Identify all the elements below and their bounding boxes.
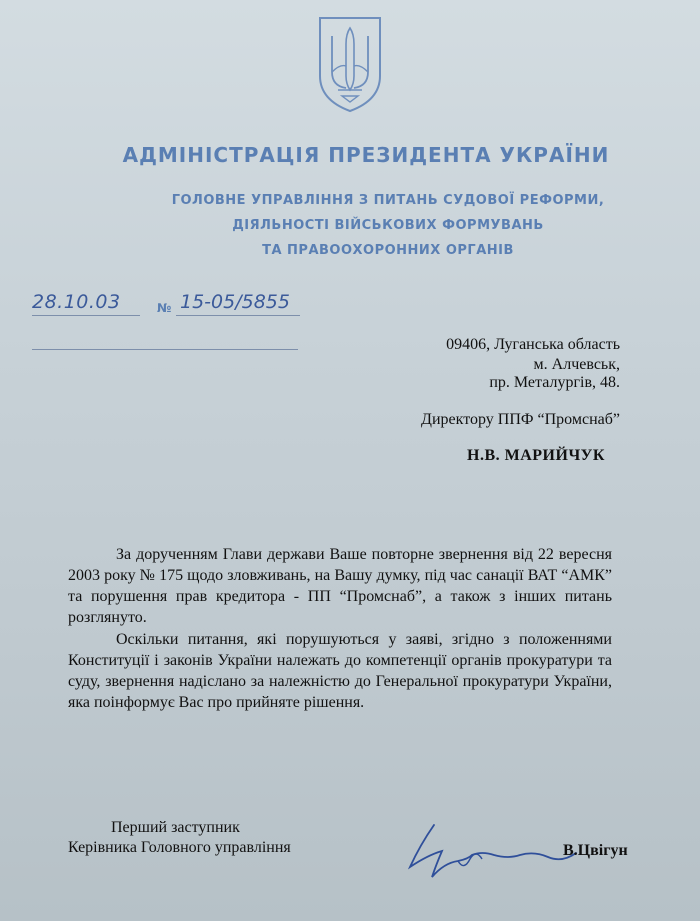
signatory-title-line-2: Керівника Головного управління — [68, 839, 291, 856]
incoming-reference-line — [32, 349, 298, 350]
signatory-title-line-1: Перший заступник — [111, 819, 240, 836]
address-line-3: пр. Металургів, 48. — [489, 374, 620, 391]
recipient-name: Н.В. МАРИЙЧУК — [467, 447, 606, 464]
department-line-2: ДІЯЛЬНОСТІ ВІЙСЬКОВИХ ФОРМУВАНЬ — [232, 218, 544, 233]
recipient-position: Директору ППФ “Промснаб” — [421, 411, 620, 428]
trident-emblem-icon — [316, 14, 384, 114]
department-line-3: ТА ПРАВООХОРОННИХ ОРГАНІВ — [262, 243, 514, 258]
department-line-1: ГОЛОВНЕ УПРАВЛІННЯ З ПИТАНЬ СУДОВОЇ РЕФОРМИ, — [171, 193, 605, 208]
date-underline — [32, 315, 140, 316]
body-paragraph-1: За дорученням Глави держави Ваше повторне звернення від 22 вересня 2003 року № 175 щодо зловживань, на Вашу думку, під час санації ВАТ “АМК” та порушення прав кредитора - ПП “Промснаб”, а також з інших питань розглянуто. — [68, 546, 612, 626]
organization-title: АДМІНІСТРАЦІЯ ПРЕЗИДЕНТА УКРАЇНИ — [122, 143, 610, 167]
number-underline — [176, 315, 300, 316]
address-line-1: 09406, Луганська область — [446, 336, 620, 353]
handwritten-signature — [398, 815, 588, 885]
body-paragraph-2: Оскільки питання, які порушуються у заяві, згідно з положеннями Конституції і законів України належать до компетенції органів прокуратури та суду, звернення надіслано за належністю до Генеральної прокуратури України, яка поінформує Вас про прийняте рішення. — [68, 631, 612, 711]
address-line-2: м. Алчевськ, — [533, 356, 620, 373]
signatory-name: В.Цвігун — [563, 842, 628, 859]
outgoing-date: 28.10.03 — [32, 291, 121, 313]
number-label: № — [157, 301, 172, 315]
outgoing-number: 15-05/5855 — [180, 291, 290, 313]
